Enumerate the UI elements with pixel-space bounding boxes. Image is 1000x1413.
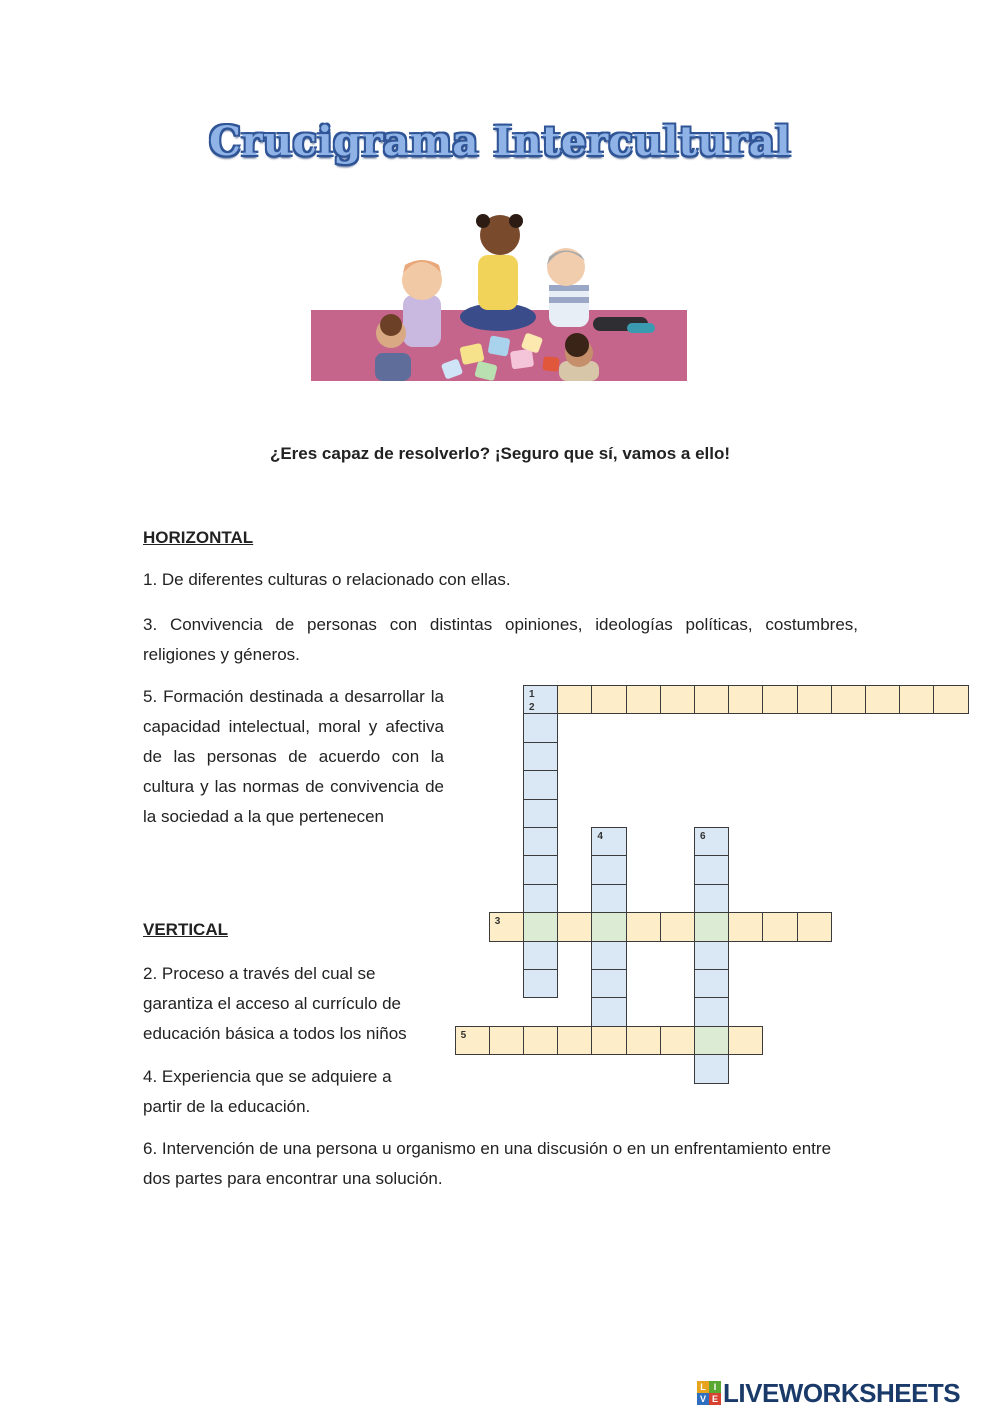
liveworksheets-logo-mark (697, 1381, 721, 1405)
logo-mark-letter: I (709, 1381, 721, 1393)
crossword-cell-1-2[interactable] (523, 685, 558, 714)
crossword-cell-3[interactable] (489, 912, 524, 941)
crossword-cell[interactable] (591, 941, 626, 970)
clue-number: 3 (494, 916, 501, 928)
crossword-cell[interactable] (557, 685, 592, 714)
crossword-cell[interactable] (933, 685, 968, 714)
intro-text: ¿Eres capaz de resolverlo? ¡Seguro que sí, vamos a ello! (269, 444, 731, 463)
crossword-cell[interactable] (489, 1026, 524, 1055)
crossword-cell[interactable] (762, 685, 797, 714)
crossword-cell[interactable] (694, 884, 729, 913)
clue-vertical-6: 6. Intervención de una persona u organismo en una discusión o en un enfrentamiento entre dos partes para encontrar una solución. (143, 1139, 832, 1188)
clue-horizontal-5: 5. Formación destinada a desarrollar la capacidad intelectual, moral y afectiva de las personas de acuerdo con la cultura y las normas de convivencia de la sociedad a la que pertenecen (143, 687, 444, 826)
crossword-cell[interactable] (523, 969, 558, 998)
crossword-cell-5[interactable] (455, 1026, 490, 1055)
logo-mark-letter: E (709, 1393, 721, 1405)
crossword-cell[interactable] (557, 1026, 592, 1055)
crossword-cell[interactable] (523, 713, 558, 742)
crossword-cell[interactable] (694, 997, 729, 1026)
crossword-cell[interactable] (591, 997, 626, 1026)
crossword-cell[interactable] (694, 941, 729, 970)
crossword-cell[interactable] (899, 685, 934, 714)
crossword-cell[interactable] (523, 912, 558, 941)
clue-vertical-4: 4. Experiencia que se adquiere a partir de la educación. (143, 1067, 392, 1116)
crossword-cell[interactable] (591, 884, 626, 913)
crossword-cell[interactable] (523, 742, 558, 771)
clue-number: 6 (700, 831, 706, 842)
crossword-cell[interactable] (797, 685, 832, 714)
worksheet-title: Crucigrama Intercultural (209, 118, 791, 165)
clue-number: 2 (529, 702, 535, 713)
crossword-cell[interactable] (591, 969, 626, 998)
crossword-cell[interactable] (728, 1026, 763, 1055)
crossword-cell[interactable] (694, 685, 729, 714)
crossword-cell[interactable] (694, 855, 729, 884)
crossword-cell[interactable] (762, 912, 797, 941)
crossword-cell[interactable] (523, 799, 558, 828)
crossword-cell[interactable] (591, 855, 626, 884)
crossword-cell[interactable] (694, 912, 729, 941)
clue-horizontal-3: 3. Convivencia de personas con distintas opiniones, ideologías políticas, costumbres, religiones y géneros. (143, 615, 858, 664)
liveworksheets-logo (697, 1377, 961, 1408)
crossword-cell[interactable] (694, 969, 729, 998)
crossword-cell[interactable] (591, 685, 626, 714)
crossword-cell[interactable] (694, 1026, 729, 1055)
clue-number: 4 (597, 831, 603, 842)
clue-horizontal-1: 1. De diferentes culturas o relacionado con ellas. (143, 570, 511, 589)
crossword-cell[interactable] (865, 685, 900, 714)
crossword-cell[interactable] (523, 884, 558, 913)
crossword-cell[interactable] (728, 685, 763, 714)
crossword-cell[interactable] (523, 1026, 558, 1055)
crossword-cell[interactable] (523, 941, 558, 970)
crossword-cell[interactable] (797, 912, 832, 941)
crossword-cell[interactable] (523, 827, 558, 856)
horizontal-heading: HORIZONTAL (143, 528, 254, 547)
vertical-heading: VERTICAL (143, 920, 228, 939)
crossword-cell[interactable] (626, 1026, 661, 1055)
crossword-cell[interactable] (694, 1054, 729, 1083)
crossword-cell[interactable] (557, 912, 592, 941)
logo-mark-letter: V (697, 1393, 709, 1405)
crossword-cell-6[interactable] (694, 827, 729, 856)
crossword-cell[interactable] (660, 685, 695, 714)
crossword-cell[interactable] (626, 685, 661, 714)
clue-number: 1 (529, 689, 535, 700)
crossword-cell[interactable] (660, 1026, 695, 1055)
crossword-cell[interactable] (660, 912, 695, 941)
crossword-cell-4[interactable] (591, 827, 626, 856)
clue-number: 5 (460, 1029, 467, 1041)
liveworksheets-logo-text: LIVEWORKSHEETS (723, 1377, 961, 1408)
crossword-cell[interactable] (728, 912, 763, 941)
crossword-cell[interactable] (523, 855, 558, 884)
crossword-cell[interactable] (591, 912, 626, 941)
logo-mark-letter: L (697, 1381, 709, 1393)
crossword-cell[interactable] (591, 1026, 626, 1055)
crossword-cell[interactable] (523, 770, 558, 799)
crossword-cell[interactable] (626, 912, 661, 941)
crossword-cell[interactable] (831, 685, 866, 714)
clue-vertical-2: 2. Proceso a través del cual se garantiza el acceso al currículo de educación básica a todos los niños (143, 964, 407, 1043)
children-puzzle-illustration (311, 185, 687, 381)
